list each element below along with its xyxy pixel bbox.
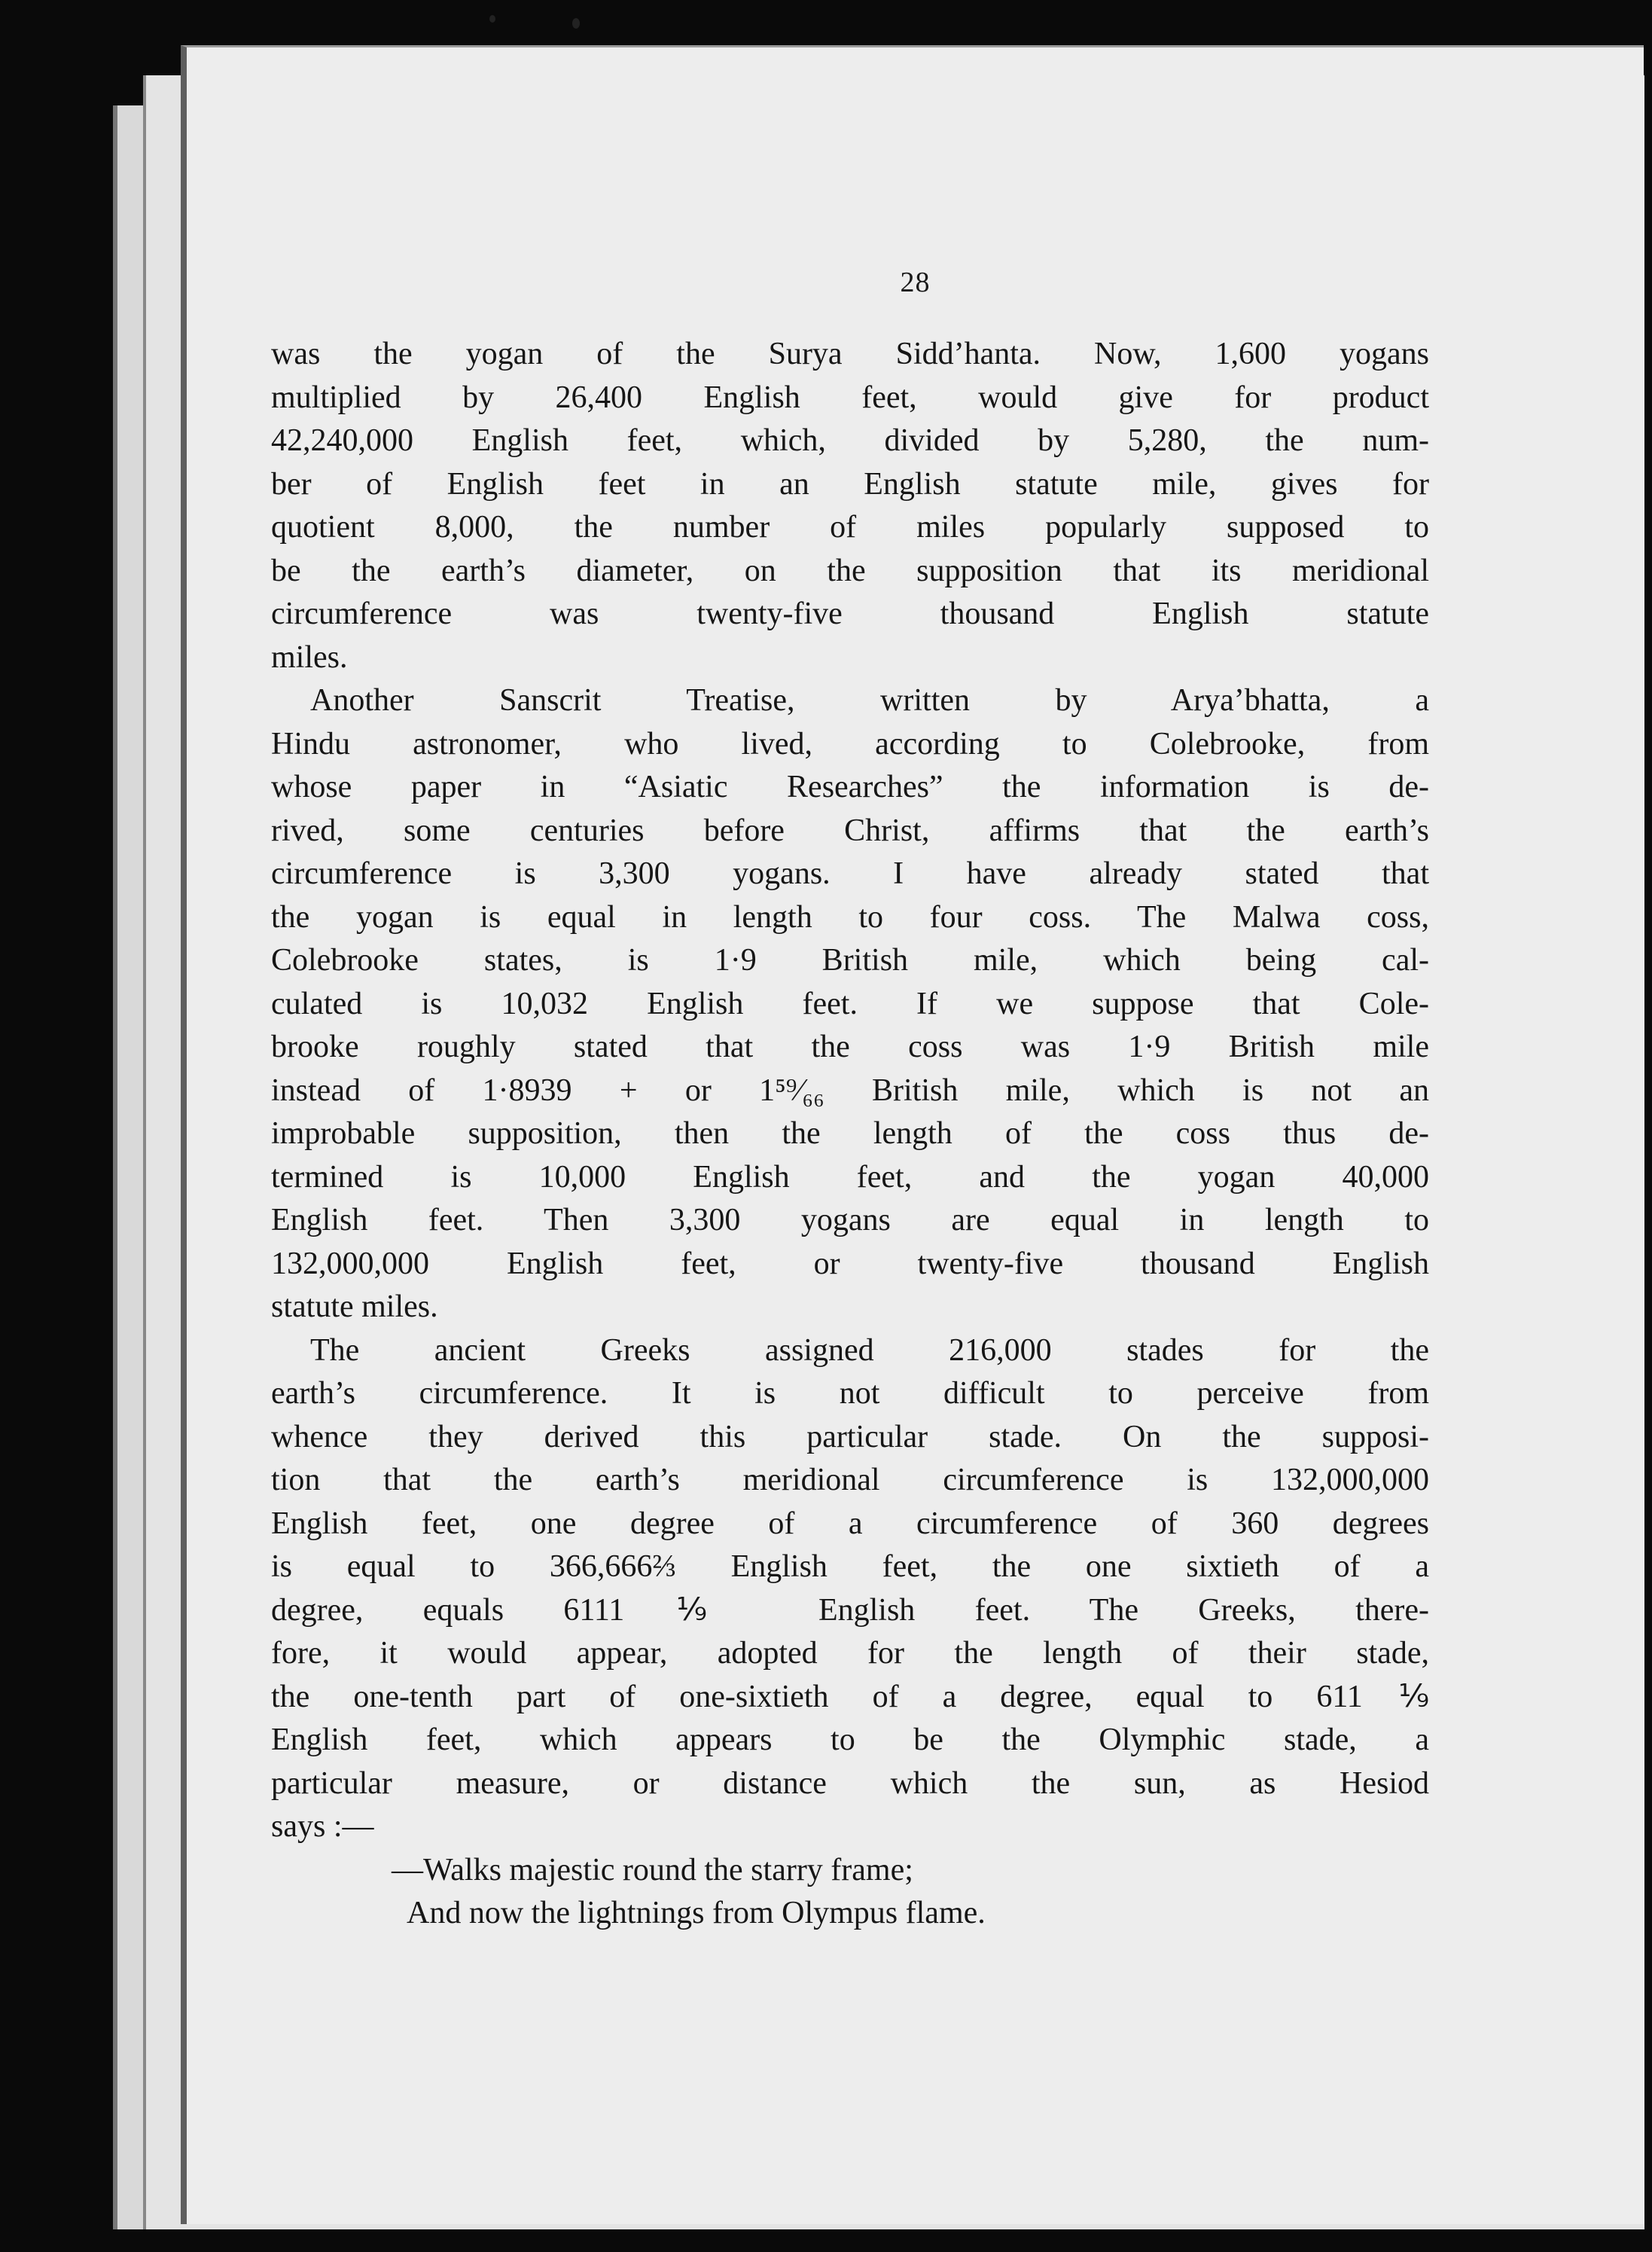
text-line: whence they derived this particular stade. On the supposi- xyxy=(271,1419,1429,1454)
paragraph xyxy=(271,679,1429,1329)
paragraph xyxy=(271,1329,1429,1849)
text-line: circumference is 3,300 yogans. I have already stated that xyxy=(271,856,1429,891)
text-line: Colebrooke states, is 1·9 British mile, which being cal- xyxy=(271,943,1429,978)
text-line: brooke roughly stated that the coss was 1·9 British mile xyxy=(271,1030,1429,1064)
page-number: 28 xyxy=(900,267,931,298)
text-line: Another Sanscrit Treatise, written by Arya’bhatta, a xyxy=(310,683,1429,718)
text-line: miles. xyxy=(271,639,348,675)
text-line: was the yogan of the Surya Sidd’hanta. Now, 1,600 yogans xyxy=(271,337,1429,371)
text-line: be the earth’s diameter, on the supposition that its meridional xyxy=(271,553,1429,588)
text-line: the yogan is equal in length to four coss. The Malwa coss, xyxy=(271,899,1429,935)
text-line: multiplied by 26,400 English feet, would give for product xyxy=(271,380,1429,415)
scan-speck xyxy=(489,15,495,23)
text-line: instead of 1·8939 + or 1⁵⁹⁄₆₆ British mile, which is not an xyxy=(271,1073,1429,1108)
body-text xyxy=(271,333,1429,1936)
text-line: 132,000,000 English feet, or twenty-five thousand English xyxy=(271,1246,1429,1281)
text-line: is equal to 366,666⅔ English feet, the one sixtieth of a xyxy=(271,1549,1429,1584)
text-line: English feet. Then 3,300 yogans are equal in length to xyxy=(271,1203,1429,1237)
text-line: English feet, which appears to be the Olymphic stade, a xyxy=(271,1723,1429,1757)
verse-quotation xyxy=(271,1849,1429,1936)
text-line: says :— xyxy=(271,1809,374,1844)
text-line: circumference was twenty-five thousand English statute xyxy=(271,597,1429,631)
text-line: English feet, one degree of a circumference of 360 degrees xyxy=(271,1506,1429,1541)
text-line: fore, it would appear, adopted for the length of their stade, xyxy=(271,1636,1429,1671)
text-line: earth’s circumference. It is not difficult to perceive from xyxy=(271,1376,1429,1411)
verse-line: —Walks majestic round the starry frame; xyxy=(392,1852,913,1887)
verse-line: And now the lightnings from Olympus flame. xyxy=(407,1896,986,1930)
text-line: ber of English feet in an English statute mile, gives for xyxy=(271,466,1429,502)
text-line: termined is 10,000 English feet, and the yogan 40,000 xyxy=(271,1159,1429,1195)
text-line: Hindu astronomer, who lived, according to Colebrooke, from xyxy=(271,726,1429,761)
text-line: culated is 10,032 English feet. If we suppose that Cole- xyxy=(271,986,1429,1021)
text-line: whose paper in “Asiatic Researches” the information is de- xyxy=(271,770,1429,804)
text-line: degree, equals 6111⅑ English feet. The Greeks, there- xyxy=(271,1592,1429,1628)
paragraphs xyxy=(271,333,1429,1849)
text-line: tion that the earth’s meridional circumference is 132,000,000 xyxy=(271,1463,1429,1497)
scan-speck xyxy=(572,18,580,29)
paragraph xyxy=(271,333,1429,679)
text-line: particular measure, or distance which the sun, as Hesiod xyxy=(271,1765,1429,1801)
text-line: the one-tenth part of one-sixtieth of a degree, equal to 611⅑ xyxy=(271,1679,1429,1714)
text-line: improbable supposition, then the length of the coss thus de- xyxy=(271,1116,1429,1151)
text-line: 42,240,000 English feet, which, divided by 5,280, the num- xyxy=(271,423,1429,458)
text-line: The ancient Greeks assigned 216,000 stades for the xyxy=(310,1332,1429,1368)
text-line: quotient 8,000, the number of miles popularly supposed to xyxy=(271,510,1429,545)
text-line: rived, some centuries before Christ, affirms that the earth’s xyxy=(271,813,1429,848)
text-line: statute miles. xyxy=(271,1289,438,1324)
